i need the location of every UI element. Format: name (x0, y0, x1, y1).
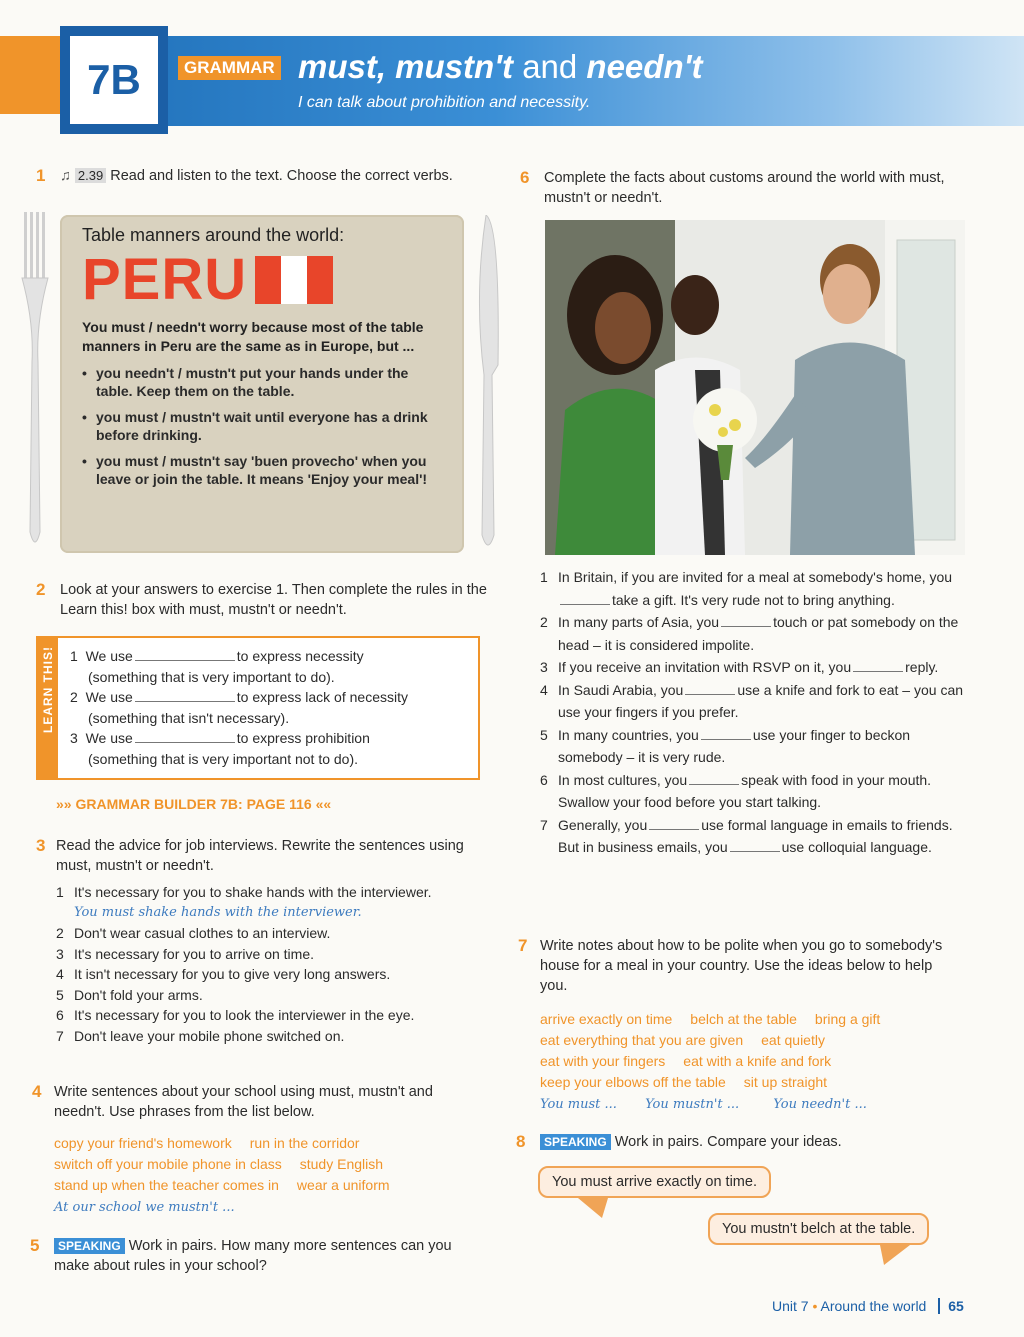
item-text-a: In many parts of Asia, you (558, 614, 720, 630)
item-text-b: speak with food in your mouth. Swallow your food before you start talking. (558, 771, 932, 810)
item-text-a: In Britain, if you are invited for a meal at somebody's home, you (558, 569, 953, 585)
speech-bubble-2: You mustn't belch at the table. (708, 1213, 929, 1245)
footer-separator: • (812, 1298, 818, 1314)
bubble-tail-2 (880, 1245, 910, 1267)
footer-title: Around the world (820, 1298, 927, 1314)
rule-row (70, 728, 408, 749)
item-number: 1 (540, 569, 548, 585)
list-item (56, 944, 476, 965)
title-part-b: needn't (586, 48, 703, 85)
ex4-number: 4 (32, 1082, 42, 1101)
list-item (56, 882, 476, 903)
list-item (56, 985, 476, 1006)
dinner-guests-photo (545, 220, 965, 555)
rule-note: (something that isn't necessary). (88, 709, 290, 726)
example-answer: You must shake hands with the interviewer. (74, 904, 362, 920)
rule-text: We use (85, 689, 133, 705)
idea: eat quietly (761, 1032, 825, 1048)
answer-blank[interactable] (135, 688, 235, 702)
idea: eat with a knife and fork (683, 1053, 832, 1069)
item-text (558, 611, 964, 656)
item-text-b: use formal language in emails to friends. But in business emails, you (558, 816, 953, 855)
list-item (540, 814, 964, 859)
item-text-a: Generally, you (558, 816, 648, 833)
idea: bring a gift (814, 1011, 881, 1027)
speaking-tag: SPEAKING (54, 1238, 125, 1254)
answer-blank[interactable] (701, 728, 751, 740)
speaking-tag: SPEAKING (540, 1134, 611, 1150)
arrow-left-icon: «« (315, 796, 332, 812)
country-name: PERU (82, 247, 248, 312)
page-title (298, 48, 702, 86)
item-text (558, 769, 964, 814)
item-number: 7 (540, 816, 548, 833)
item-number: 2 (56, 925, 64, 941)
speech-bubble-1: You must arrive exactly on time. (538, 1166, 771, 1198)
ex1-instruction (60, 166, 470, 186)
phrase: wear a uniform (296, 1177, 390, 1193)
item-text-a: In many countries, you (558, 726, 699, 743)
answer-blank[interactable] (721, 615, 771, 627)
item-number: 6 (56, 1007, 64, 1023)
item-number: 3 (540, 659, 548, 675)
item-text (558, 814, 964, 859)
item-number: 5 (56, 986, 64, 1003)
list-item (56, 903, 476, 924)
ex7-instruction: Write notes about how to be polite when you go to somebody's house for a meal in your country. Use the ideas below to help you. (540, 938, 943, 994)
item-text: It's necessary for you to shake hands with the interviewer. (74, 884, 432, 900)
rule-note: (something that is very important not to do). (88, 750, 359, 767)
item-number: 5 (540, 726, 548, 743)
learn-this-tab (38, 638, 58, 778)
rule-text: to express necessity (236, 648, 364, 664)
bullet-item: • you must / mustn't wait until everyone has a drink before drinking. (82, 408, 442, 444)
ex4-phrases (54, 1133, 408, 1196)
list-item (56, 923, 476, 944)
list-item (540, 679, 964, 724)
list-item (540, 769, 964, 814)
idea: arrive exactly on time (540, 1011, 673, 1027)
ex6-instruction: Complete the facts about customs around the world with must, mustn't or needn't. (544, 170, 945, 206)
idea: sit up straight (743, 1074, 828, 1090)
ex4-starter: At our school we mustn't ... (54, 1200, 235, 1215)
arrow-right-icon: »» (56, 796, 72, 812)
item-number: 1 (56, 884, 64, 900)
ex3-list (56, 882, 476, 1046)
item-text (558, 656, 938, 679)
page-footer (772, 1298, 964, 1314)
ex3-instruction: Read the advice for job interviews. Rewrite the sentences using must, mustn't or needn't. (56, 838, 464, 874)
list-item (56, 964, 476, 985)
item-text-b: use your finger to beckon somebody – it is very rude. (558, 726, 911, 765)
item-number: 2 (540, 614, 548, 630)
ex8-instruction (540, 1132, 960, 1152)
bubble-tail-1 (578, 1198, 608, 1220)
idea: eat with your fingers (540, 1053, 666, 1069)
idea: belch at the table (690, 1011, 797, 1027)
audio-track[interactable]: 2.39 (75, 168, 106, 183)
ex1-text: Read and listen to the text. Choose the correct verbs. (110, 168, 453, 184)
phrase: stand up when the teacher comes in (54, 1177, 279, 1193)
grammar-tag: GRAMMAR (178, 56, 281, 80)
ex5-instruction (54, 1236, 474, 1276)
rule-text: We use (85, 730, 133, 746)
ex2-number: 2 (36, 580, 46, 599)
item-number: 6 (540, 771, 548, 788)
rule-number: 2 (70, 689, 78, 705)
idea: eat everything that you are given (540, 1032, 744, 1048)
item-text-b: take a gift. It's very rude not to bring anything. (612, 591, 895, 608)
list-item (540, 611, 964, 656)
item-text-a: In most cultures, you (558, 771, 688, 788)
rules-list (70, 646, 408, 769)
answer-blank[interactable] (685, 683, 735, 695)
item-text: It isn't necessary for you to give very long answers. (74, 966, 391, 982)
rule-text: to express lack of necessity (236, 689, 408, 705)
answer-blank[interactable] (135, 729, 235, 743)
starter: You mustn't ... (645, 1097, 740, 1112)
ex5-text: Work in pairs. How many more sentences can you make about rules in your school? (54, 1238, 452, 1274)
item-text: Don't leave your mobile phone switched on. (74, 1027, 345, 1044)
item-number: 4 (540, 681, 548, 698)
item-text: It's necessary for you to arrive on time. (74, 945, 314, 962)
ex3-number: 3 (36, 836, 46, 855)
answer-blank[interactable] (135, 647, 235, 661)
peru-panel (60, 215, 464, 553)
ex7-number: 7 (518, 936, 528, 955)
list-item (540, 724, 964, 769)
answer-blank[interactable] (730, 840, 780, 852)
panel-bullets (82, 364, 442, 488)
list-item (56, 1005, 476, 1026)
ex5-number: 5 (30, 1236, 40, 1255)
title-part-a: must, mustn't (298, 48, 514, 85)
answer-blank[interactable] (649, 818, 699, 830)
item-number: 4 (56, 966, 64, 982)
rule-note: (something that is very important to do). (88, 668, 335, 685)
item-text-b: use a knife and fork to eat – you can use your fingers if you prefer. (558, 681, 964, 720)
item-text-a: In Saudi Arabia, you (558, 681, 684, 698)
panel-heading: Table manners around the world: (82, 225, 345, 245)
phrase: run in the corridor (249, 1135, 360, 1151)
rule-text: We use (85, 648, 133, 664)
ex6-list (540, 566, 964, 859)
peru-flag-icon (255, 256, 333, 304)
rule-row (70, 646, 408, 667)
ex4-instruction: Write sentences about your school using must, mustn't and needn't. Use phrases from the list below. (54, 1084, 433, 1120)
grammar-builder-text: GRAMMAR BUILDER 7B: PAGE 116 (75, 796, 312, 812)
knife-icon (466, 215, 506, 555)
ex7-ideas (540, 1009, 898, 1093)
starter: You needn't ... (773, 1097, 867, 1112)
title-and: and (522, 48, 578, 85)
item-text: Don't fold your arms. (74, 986, 203, 1003)
footer-unit: Unit 7 (772, 1298, 809, 1314)
page-number: 65 (938, 1298, 964, 1314)
learn-this-label: LEARN THIS! (41, 646, 55, 733)
rule-number: 1 (70, 648, 78, 664)
phrase: study English (299, 1156, 384, 1172)
item-number: 3 (56, 945, 64, 962)
country-title (82, 247, 442, 312)
unit-label: 7B (70, 36, 158, 124)
page-subtitle: I can talk about prohibition and necessity. (298, 94, 591, 111)
ex2-instruction: Look at your answers to exercise 1. Then complete the rules in the Learn this! box with must, mustn't or needn't. (60, 582, 487, 618)
ex1-number: 1 (36, 166, 46, 185)
rule-number: 3 (70, 730, 78, 746)
item-text (558, 566, 964, 611)
idea: keep your elbows off the table (540, 1074, 726, 1090)
rule-row (70, 687, 408, 708)
item-number: 7 (56, 1027, 64, 1044)
phrase: copy your friend's homework (54, 1135, 232, 1151)
rule-text: to express prohibition (236, 730, 370, 746)
header-orange-bar (0, 36, 62, 114)
item-text: Don't wear casual clothes to an interview. (74, 925, 331, 941)
ex6-number: 6 (520, 168, 530, 187)
bullet-item: • you must / mustn't say 'buen provecho' when you leave or join the table. It means 'Enjoy your meal'! (82, 452, 442, 488)
list-item (540, 566, 964, 611)
grammar-builder-link[interactable] (56, 796, 331, 812)
panel-intro: You must / needn't worry because most of the table manners in Peru are the same as in Europe, but ... (82, 319, 424, 354)
item-text-b: reply. (905, 659, 939, 675)
ex8-number: 8 (516, 1132, 526, 1151)
item-text (558, 679, 964, 724)
item-text-c: use colloquial language. (781, 839, 932, 855)
ex8-text: Work in pairs. Compare your ideas. (614, 1134, 842, 1150)
answer-blank[interactable] (560, 593, 610, 605)
phrase: switch off your mobile phone in class (54, 1156, 282, 1172)
fork-icon (10, 212, 60, 552)
list-item (56, 1026, 476, 1047)
item-text: It's necessary for you to look the interviewer in the eye. (74, 1007, 415, 1023)
answer-blank[interactable] (689, 773, 739, 785)
ex7-starters (540, 1097, 867, 1112)
item-text (558, 724, 964, 769)
item-text-b: touch or pat somebody on the head – it is considered impolite. (558, 614, 959, 653)
bullet-item: • you needn't / mustn't put your hands under the table. Keep them on the table. (82, 364, 442, 400)
learn-this-box (36, 636, 480, 780)
answer-blank[interactable] (853, 660, 903, 672)
audio-icon[interactable]: ♫ (60, 168, 71, 184)
item-text-a: If you receive an invitation with RSVP on it, you (558, 659, 852, 675)
starter: You must ... (540, 1097, 617, 1112)
list-item (540, 656, 964, 679)
